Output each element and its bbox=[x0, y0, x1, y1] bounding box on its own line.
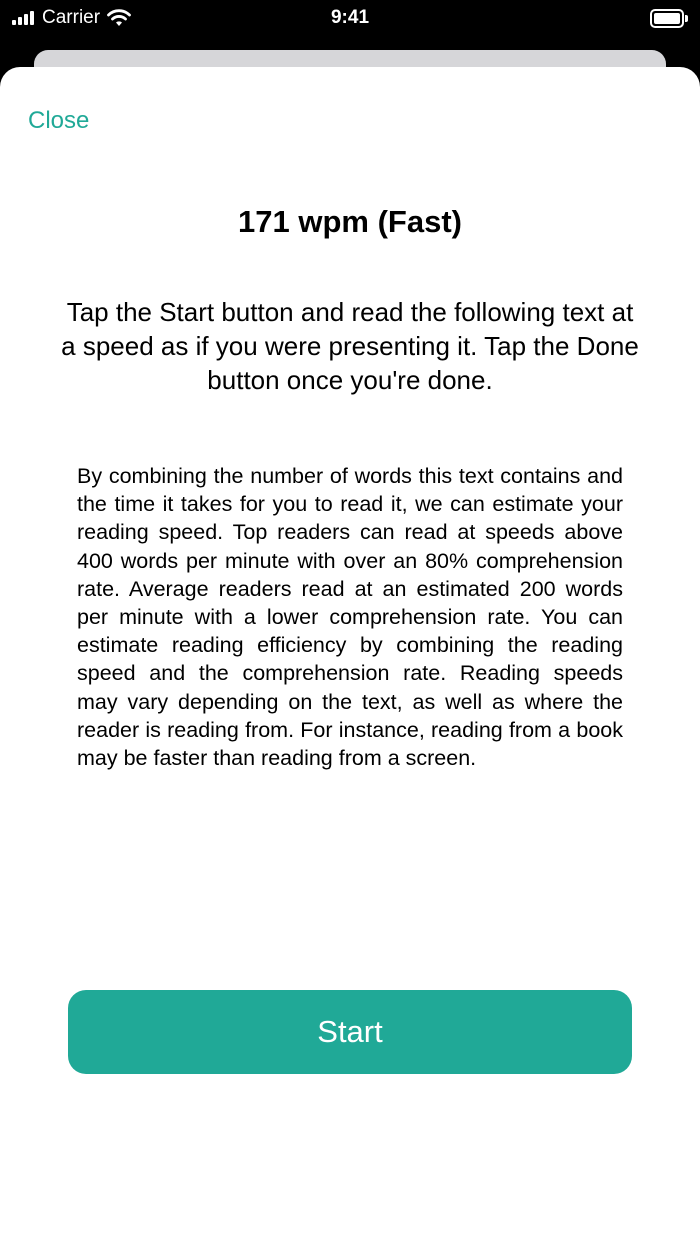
start-button[interactable]: Start bbox=[68, 990, 632, 1074]
status-bar bbox=[0, 0, 700, 40]
status-time: 9:41 bbox=[330, 7, 370, 28]
speed-title: 171 wpm (Fast) bbox=[238, 204, 462, 239]
carrier-label: Carrier bbox=[42, 7, 101, 28]
reading-passage: By combining the number of words this text contains and the time it takes for you to read it, we can estimate your reading speed. Top readers can read at speeds above 400 words per minute with over an 80% comprehension rate. Average readers read at an estimated 200 words per minute with a lower comprehension rate. You can estimate reading efficiency by combining the reading speed and the comprehension rate. Reading speeds may vary depending on the text, as well as where the reader is reading from. For instance, reading from a book may be faster than reading from a screen. bbox=[77, 464, 623, 771]
instruction-text: Tap the Start button and read the following text at a speed as if you were presenting it. Tap the Done button once you're done. bbox=[61, 297, 639, 395]
battery-icon bbox=[650, 9, 688, 28]
battery-fill bbox=[654, 13, 680, 24]
modal-sheet bbox=[0, 67, 700, 1244]
close-button[interactable]: Close bbox=[28, 107, 90, 134]
